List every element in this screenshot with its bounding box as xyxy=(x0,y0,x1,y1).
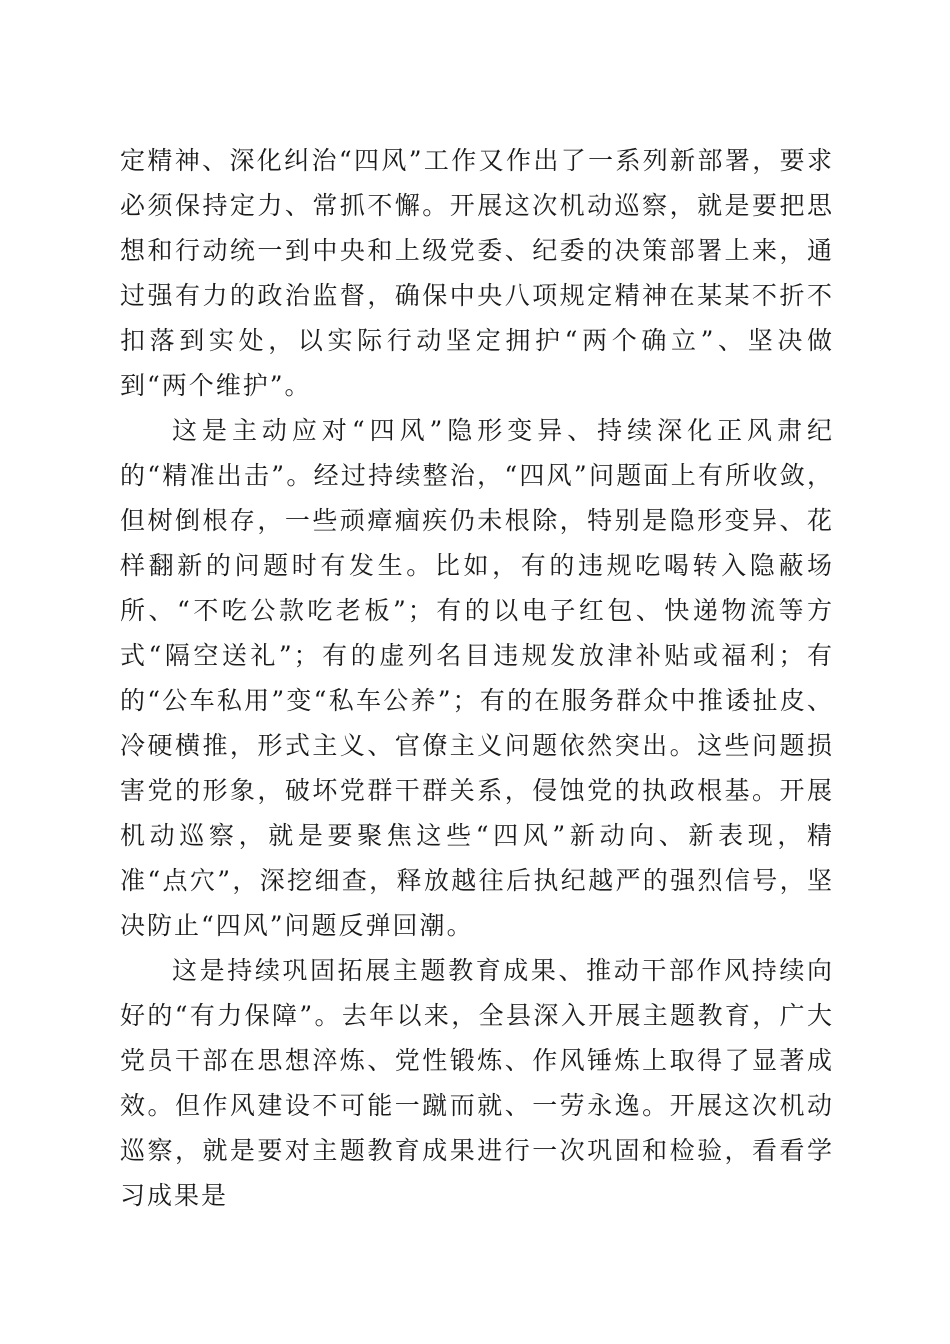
paragraph-1: 定精神、深化纠治“四风”工作又作出了一系列新部署，要求必须保持定力、常抓不懈。开展这次机动巡察，就是要把思想和行动统一到中央和上级党委、纪委的决策部署上来，通过强有力的政治监督，确保中央八项规定精神在某某不折不扣落到实处，以实际行动坚定拥护“两个确立”、坚决做到“两个维护”。 xyxy=(120,146,834,400)
paragraph-3: 这是持续巩固拓展主题教育成果、推动干部作风持续向好的“有力保障”。去年以来，全县深入开展主题教育，广大党员干部在思想淬炼、党性锻炼、作风锤炼上取得了显著成效。但作风建设不可能一蹴而就、一劳永逸。开展这次机动巡察，就是要对主题教育成果进行一次巩固和检验，看看学习成果是 xyxy=(120,956,834,1210)
document-page xyxy=(120,138,834,1218)
paragraph-2: 这是主动应对“四风”隐形变异、持续深化正风肃纪的“精准出击”。经过持续整治，“四风”问题面上有所收敛，但树倒根存，一些顽瘴痼疾仍未根除，特别是隐形变异、花样翻新的问题时有发生。比如，有的违规吃喝转入隐蔽场所、“不吃公款吃老板”；有的以电子红包、快递物流等方式“隔空送礼”；有的虚列名目违规发放津补贴或福利；有的“公车私用”变“私车公养”；有的在服务群众中推诿扯皮、冷硬横推，形式主义、官僚主义问题依然突出。这些问题损害党的形象，破坏党群干群关系，侵蚀党的执政根基。开展机动巡察，就是要聚焦这些“四风”新动向、新表现，精准“点穴”，深挖细查，释放越往后执纪越严的强烈信号，坚决防止“四风”问题反弹回潮。 xyxy=(120,416,834,940)
